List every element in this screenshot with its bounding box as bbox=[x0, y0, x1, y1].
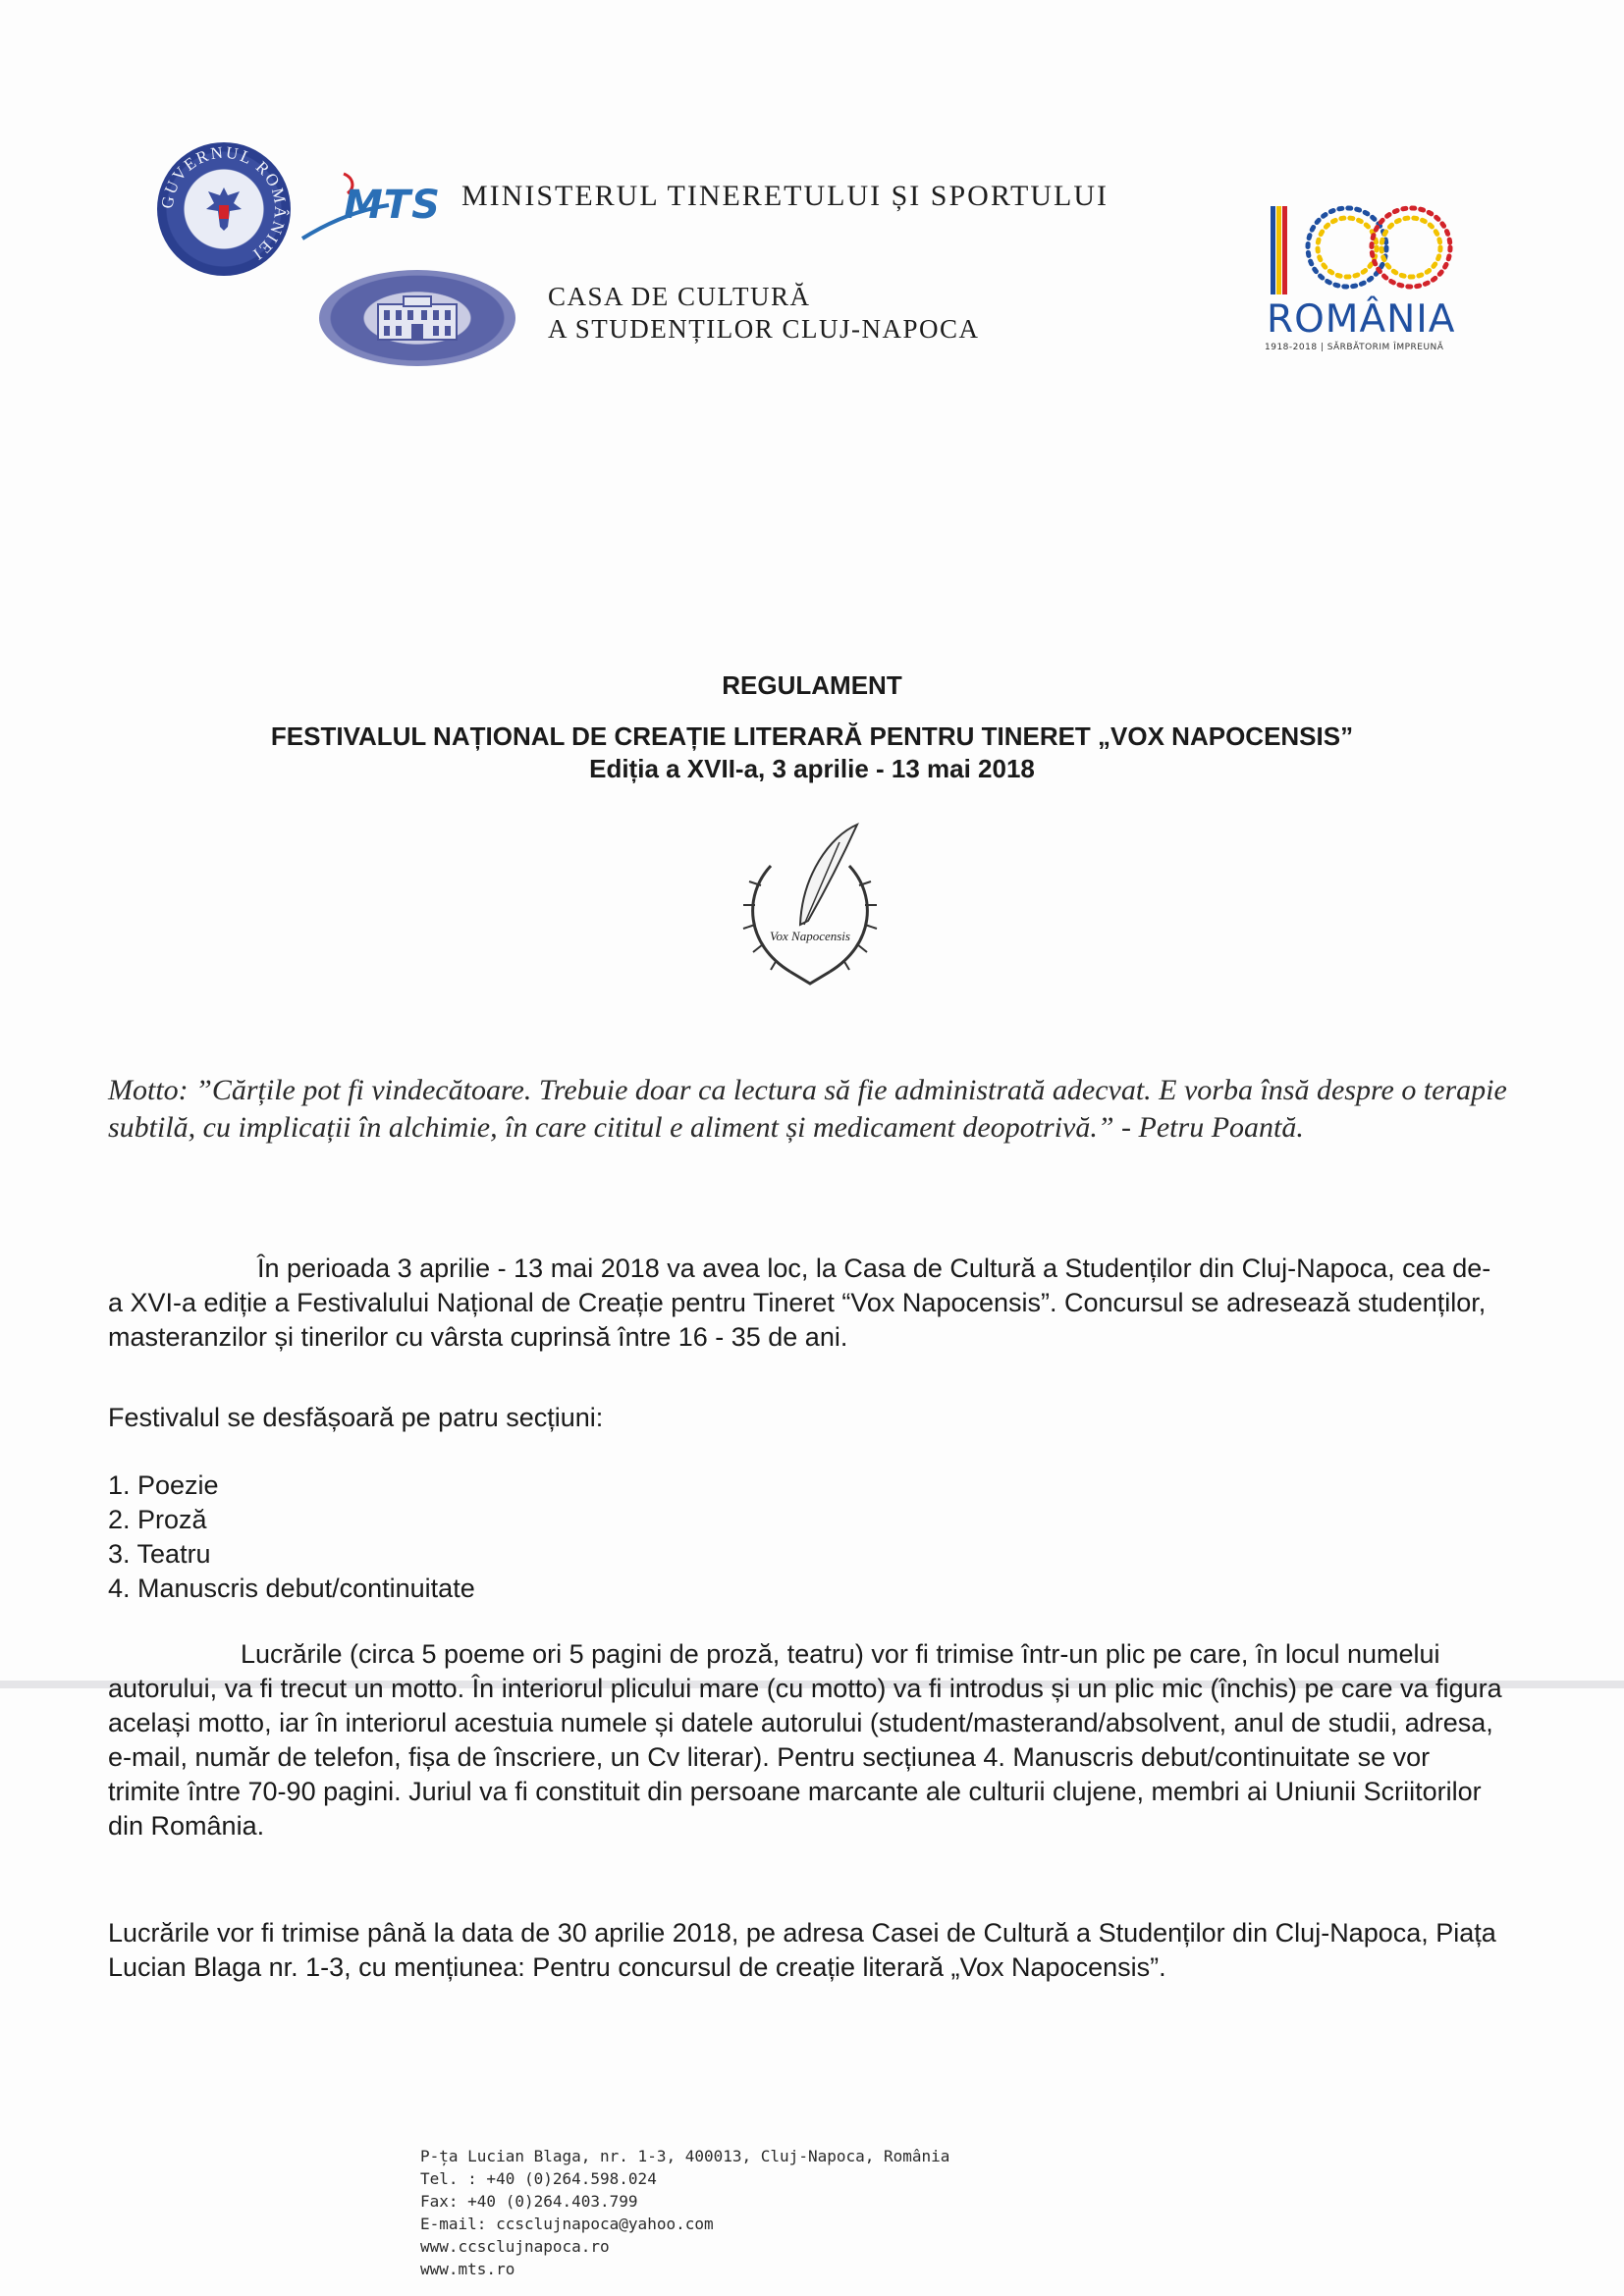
casa-title-line2: A STUDENȚILOR CLUJ-NAPOCA bbox=[548, 314, 980, 344]
centenary-one-icon bbox=[1271, 206, 1287, 294]
mts-logo-text: MTS bbox=[344, 183, 441, 228]
casa-culturii-seal-logo bbox=[319, 270, 515, 366]
centenary-subtitle: 1918-2018 | SĂRBĂTORIM ÎMPREUNĂ bbox=[1265, 343, 1444, 352]
eagle-icon bbox=[202, 184, 245, 233]
building-icon bbox=[376, 294, 459, 342]
list-item: 4. Manuscris debut/continuitate bbox=[108, 1574, 475, 1603]
motto-quote: Motto: ”Cărțile pot fi vindecătoare. Trebuie doar ca lectura să fie administrată adecvat. E vorba însă despre o terapie subtilă, cu implicații în alchimie, în care cititul e aliment și medicament deopotrivă.” - Petru Poantă. bbox=[108, 1074, 1507, 1144]
quill-icon bbox=[800, 825, 857, 925]
emblem-text: Vox Napocensis bbox=[770, 929, 850, 943]
footer-fax: Fax: +40 (0)264.403.799 bbox=[420, 2192, 638, 2211]
footer-email[interactable]: E-mail: ccsclujnapoca@yahoo.com bbox=[420, 2215, 714, 2233]
intro-paragraph: În perioada 3 aprilie - 13 mai 2018 va avea loc, la Casa de Cultură a Studenților din Cluj-Napoca, cea de-a XVI-a ediție a Festivalului Național de Creație pentru Tineret “Vox Napocensis”. Concursul se adresează studenților, masteranzilor și tinerilor cu vârsta cuprinsă între 16 - 35 de ani. bbox=[108, 1254, 1491, 1352]
government-seal-logo bbox=[157, 142, 291, 276]
list-item: 1. Poezie bbox=[108, 1470, 219, 1500]
contact-footer bbox=[420, 2145, 949, 2280]
document-title: REGULAMENT bbox=[722, 670, 902, 700]
footer-website[interactable]: www.ccsclujnapoca.ro bbox=[420, 2237, 610, 2256]
footer-phone: Tel. : +40 (0)264.598.024 bbox=[420, 2169, 657, 2188]
footer-address: P-ța Lucian Blaga, nr. 1-3, 400013, Cluj-Napoca, România bbox=[420, 2147, 950, 2165]
edition-dates: Ediția a XVII-a, 3 aprilie - 13 mai 2018 bbox=[589, 754, 1035, 783]
seal-text: GUVERNUL ROMÂNIEI bbox=[157, 142, 291, 265]
list-item: 3. Teatru bbox=[108, 1539, 211, 1569]
sections-intro: Festivalul se desfășoară pe patru secțiuni: bbox=[108, 1403, 604, 1432]
festival-title: FESTIVALUL NAȚIONAL DE CREAȚIE LITERARĂ PENTRU TINERET „VOX NAPOCENSIS” bbox=[270, 721, 1354, 751]
vox-napocensis-emblem bbox=[731, 817, 889, 991]
casa-title-line1: CASA DE CULTURĂ bbox=[548, 282, 811, 311]
list-item: 2. Proză bbox=[108, 1505, 207, 1534]
footer-website-mts[interactable]: www.mts.ro bbox=[420, 2260, 515, 2278]
submission-rules-paragraph: Lucrările (circa 5 poeme ori 5 pagini de proză, teatru) vor fi trimise într-un plic pe care, în locul numelui autorului, va fi trecut un motto. În interiorul plicului mare (cu motto) va fi introdus și un plic mic (închis) pe care va figura același motto, iar în interiorul acestuia numele și datele autorului (student/masterand/absolvent, anul de studii, adresa, e-mail, număr de telefon, fișa de înscriere, un Cv literar). Pentru secțiunea 4. Manuscris debut/continuitate se vor trimite între 70-90 pagini. Juriul va fi constituit din persoane marcante ale culturii clujene, membri ai Uniunii Scriitorilor din România. bbox=[108, 1639, 1502, 1841]
sections-list bbox=[108, 1468, 1502, 1606]
ministry-title: MINISTERUL TINERETULUI ȘI SPORTULUI bbox=[461, 180, 1109, 212]
centenary-zeros-icon bbox=[1308, 208, 1450, 287]
centenary-romania-word: ROMÂNIA bbox=[1267, 297, 1456, 342]
deadline-paragraph: Lucrările vor fi trimise până la data de 30 aprilie 2018, pe adresa Casei de Cultură a Studenților din Cluj-Napoca, Piața Lucian Blaga nr. 1-3, cu mențiunea: Pentru concursul de creație literară „Vox Napocensis”. bbox=[108, 1918, 1496, 1982]
